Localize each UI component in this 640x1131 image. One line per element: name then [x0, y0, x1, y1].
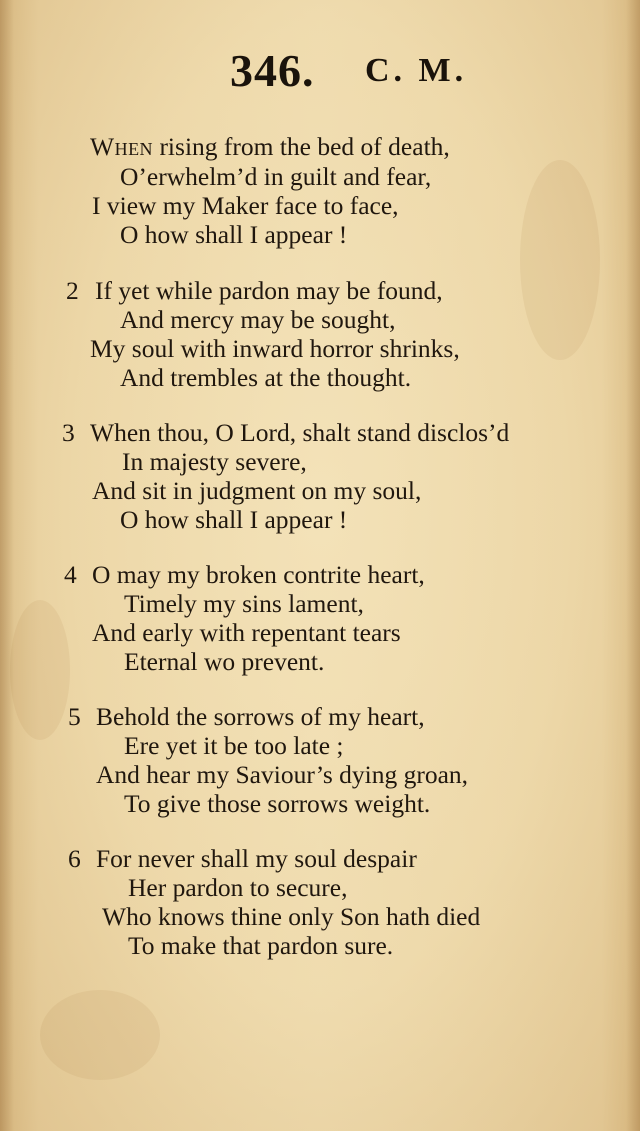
hymn-header: [0, 42, 640, 102]
verse-number: 5: [68, 702, 81, 731]
verse-first-rest: rising from the bed of death,: [153, 132, 450, 161]
verse-first-word: When: [90, 132, 154, 161]
verse-line: And early with repentant tears: [92, 618, 401, 647]
verse-line: For never shall my soul despair: [96, 844, 417, 873]
verse-number: 3: [62, 418, 75, 447]
right-page-edge: [626, 0, 640, 1131]
paper-stain: [10, 600, 70, 740]
verse-line: And trembles at the thought.: [120, 363, 412, 392]
verse-line: O how shall I appear !: [120, 220, 348, 249]
paper-stain: [40, 990, 160, 1080]
verse-number: 4: [64, 560, 77, 589]
verse-line: To make that pardon sure.: [128, 931, 394, 960]
verse-line: [90, 132, 450, 162]
verse-line: Her pardon to secure,: [128, 873, 348, 902]
verse-line: Eternal wo prevent.: [124, 647, 325, 676]
verse-line: O may my broken contrite heart,: [92, 560, 425, 589]
verse-line: Behold the sorrows of my heart,: [96, 702, 425, 731]
verse-line: When thou, O Lord, shalt stand disclos’d: [90, 418, 510, 447]
hymn-meter: C. M.: [365, 52, 468, 89]
verse-line: I view my Maker face to face,: [92, 191, 399, 220]
verse-line: To give those sorrows weight.: [124, 789, 431, 818]
verse-line: And mercy may be sought,: [120, 305, 396, 334]
hymn-number: 346.: [230, 45, 315, 96]
verse-line: Who knows thine only Son hath died: [102, 902, 481, 931]
verse-line: If yet while pardon may be found,: [95, 276, 443, 305]
verse-line: O how shall I appear !: [120, 505, 348, 534]
left-page-edge: [0, 0, 14, 1131]
paper-stain: [520, 160, 600, 360]
verse-number: 6: [68, 844, 81, 873]
verse-line: O’erwhelm’d in guilt and fear,: [120, 162, 432, 191]
verse-number: 2: [66, 276, 79, 305]
verse-line: In majesty severe,: [122, 447, 307, 476]
verse-line: And sit in judgment on my soul,: [92, 476, 422, 505]
verse-line: Ere yet it be too late ;: [124, 731, 344, 760]
verse-line: And hear my Saviour’s dying groan,: [96, 760, 469, 789]
verse-line: Timely my sins lament,: [124, 589, 364, 618]
verse-line: My soul with inward horror shrinks,: [90, 334, 460, 363]
